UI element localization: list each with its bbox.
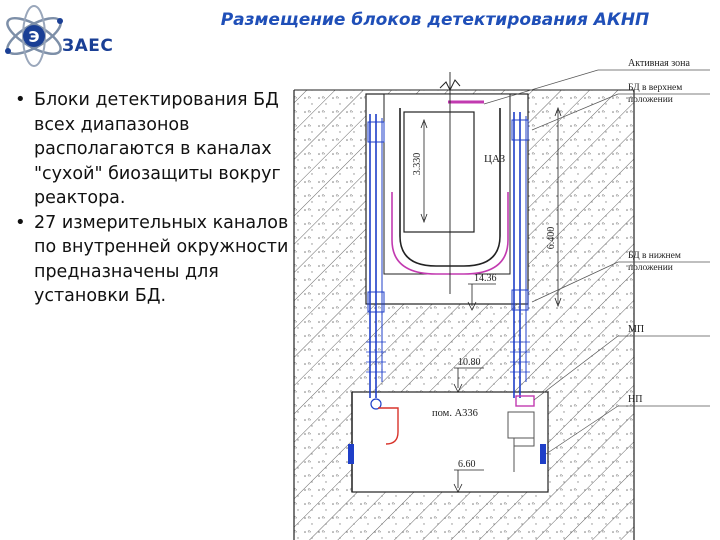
dim-3330: 3.330 [412, 152, 423, 176]
logo-text: ЗАЕС [62, 36, 114, 56]
room-label: пом. А336 [432, 408, 478, 419]
bullet-item: • Блоки детектирования БД всех диапазонов располагаются в каналах "сухой" биозащиты вокруг реактора. [12, 88, 292, 211]
callout-bd-upper-1: БД в верхнем [628, 83, 683, 93]
np-block-right [540, 444, 546, 464]
dim-660: 6.60 [458, 459, 476, 470]
bullet-item: • 27 измерительных каналов по внутренней окружности предназначены для установки БД. [12, 211, 292, 309]
company-logo [0, 0, 140, 70]
np-block-left [348, 444, 354, 464]
caz-label: ЦАЗ [484, 153, 506, 165]
dim-1436: 14.36 [474, 273, 497, 284]
svg-text:Э: Э [28, 28, 40, 46]
callout-bd-lower-2: положении [628, 263, 673, 273]
callout-np: НП [628, 394, 643, 405]
dim-1080: 10.80 [458, 357, 481, 368]
dim-6400: 6.400 [546, 226, 557, 250]
atom-orbit-icon [0, 0, 140, 70]
reactor-cavity [366, 94, 528, 304]
reactor-diagram [288, 52, 720, 540]
reactor-drawing [288, 52, 720, 540]
room-a336 [352, 392, 548, 492]
slide-title: Размещение блоков детектирования АКНП [220, 10, 650, 30]
callout-bd-lower-1: БД в нижнем [628, 251, 681, 261]
callout-mp: МП [628, 324, 645, 335]
callout-bd-upper-2: положении [628, 95, 673, 105]
callout-active-zone: Активная зона [628, 58, 690, 69]
bullet-list [12, 88, 292, 309]
